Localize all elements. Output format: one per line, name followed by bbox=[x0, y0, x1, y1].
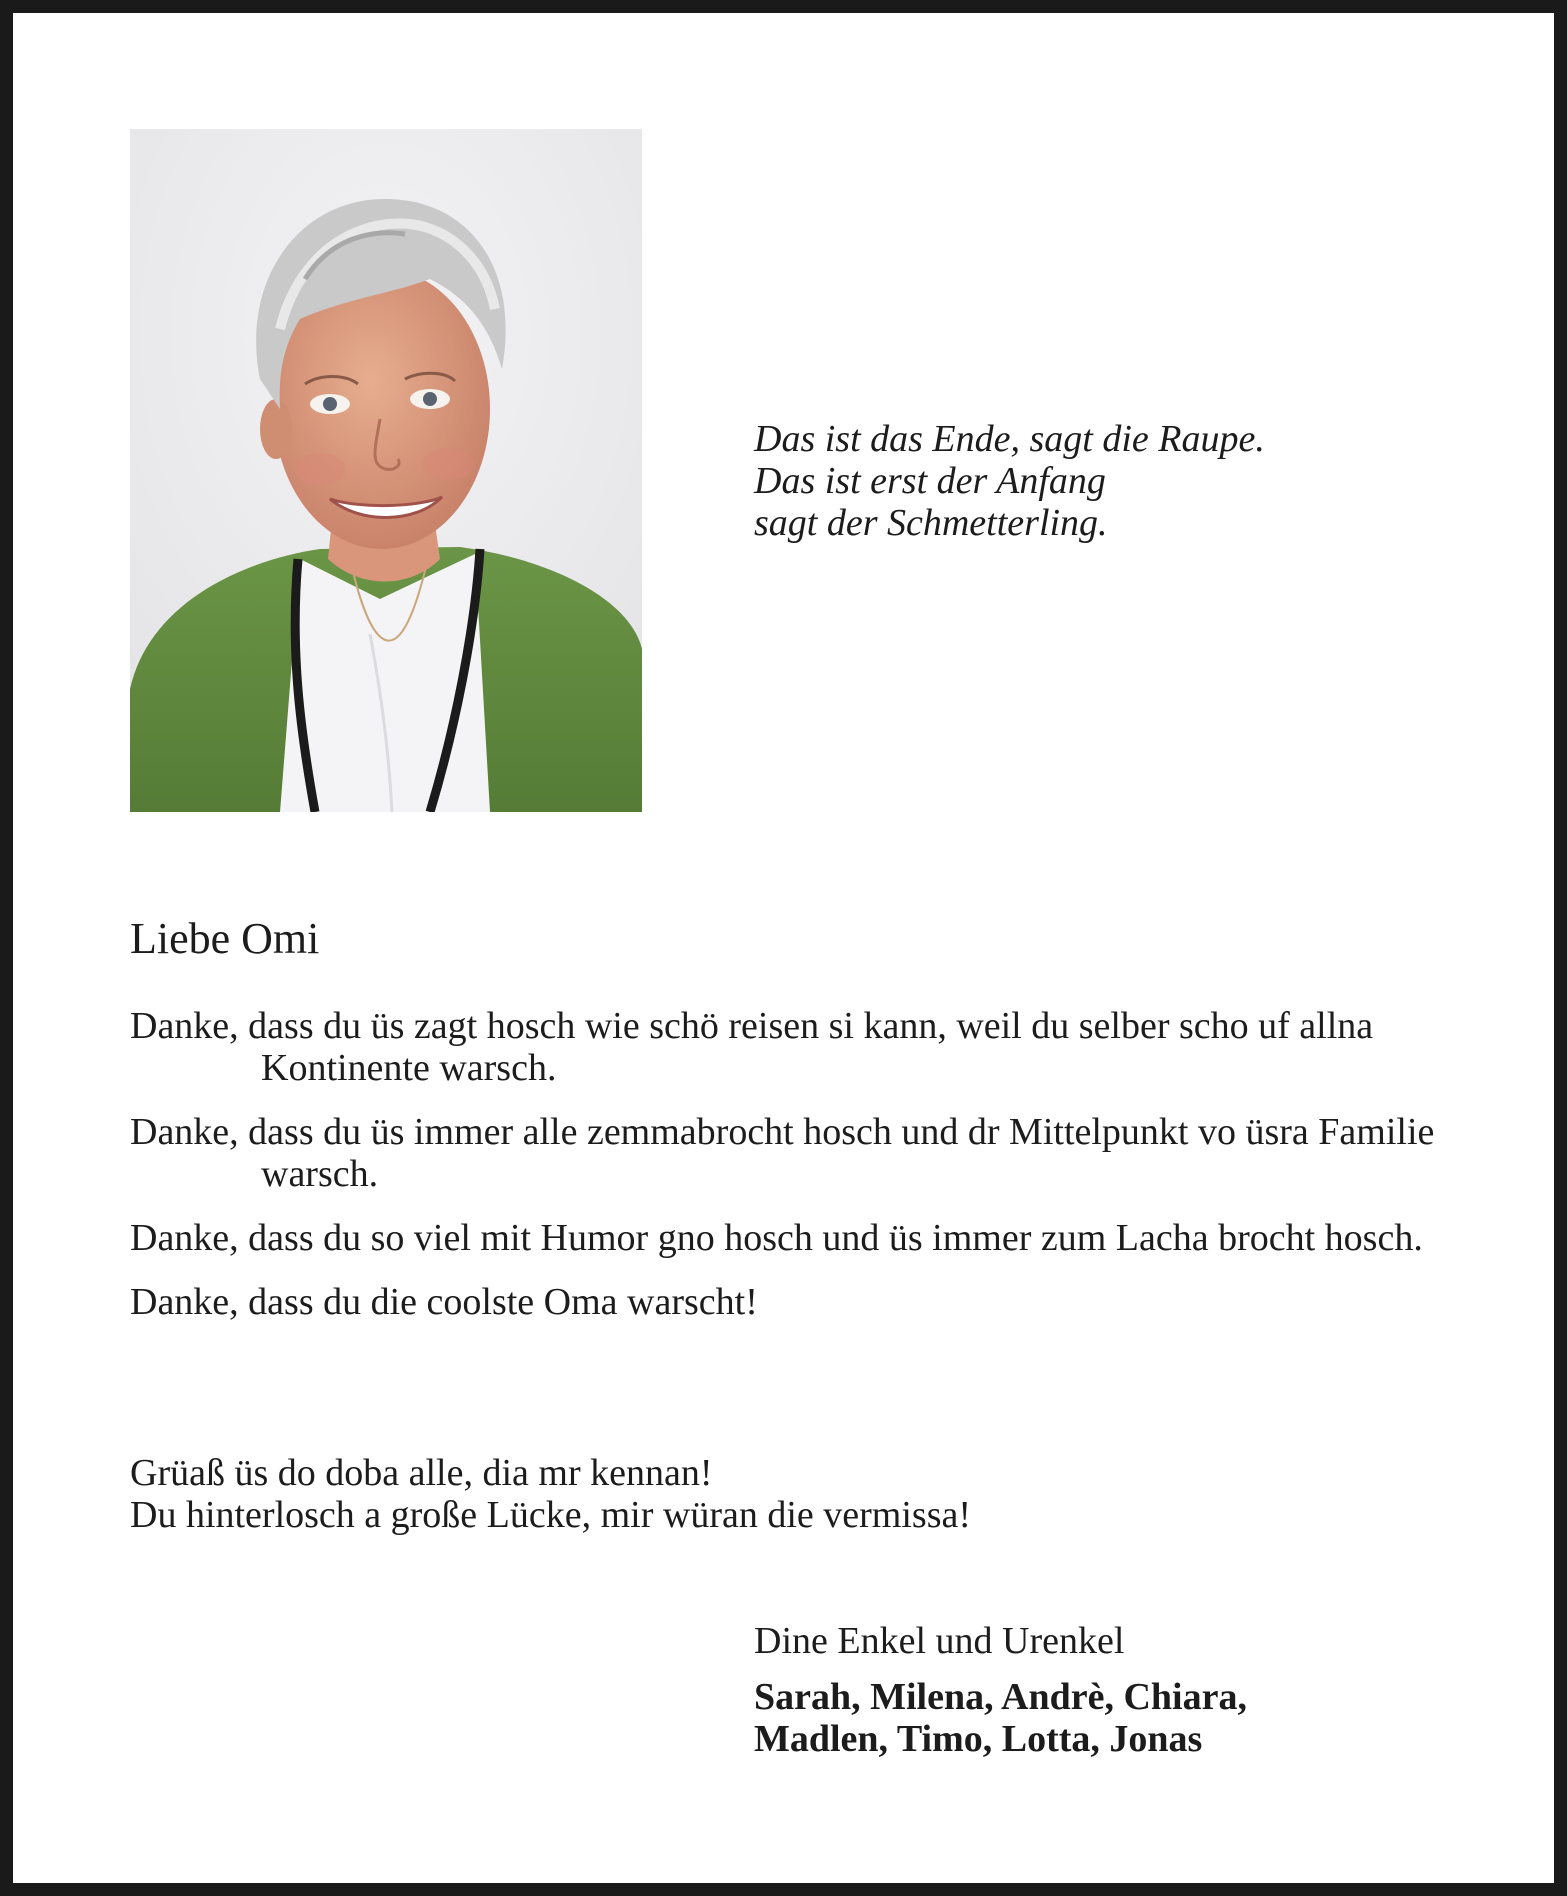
farewell-line: Grüaß üs do doba alle, dia mr kennan! bbox=[130, 1452, 713, 1494]
thank-item: Danke, dass du üs immer alle zemmabrocht hosch und dr Mittelpunkt vo üsra Familie warsch. bbox=[130, 1111, 1435, 1195]
portrait-photo bbox=[130, 129, 642, 812]
quote-block bbox=[754, 418, 1265, 544]
thank-item: Danke, dass du so viel mit Humor gno hosch und üs immer zum Lacha brocht hosch. bbox=[130, 1217, 1423, 1259]
names-line: Madlen, Timo, Lotta, Jonas bbox=[754, 1718, 1203, 1760]
quote-line: Das ist erst der Anfang bbox=[754, 460, 1106, 502]
signature-names bbox=[754, 1676, 1247, 1760]
thanks-list bbox=[130, 1005, 1450, 1345]
portrait-illustration bbox=[130, 129, 642, 812]
thank-item: Danke, dass du die coolste Oma warscht! bbox=[130, 1281, 758, 1323]
farewell-block bbox=[130, 1452, 971, 1536]
thank-item: Danke, dass du üs zagt hosch wie schö reisen si kann, weil du selber scho uf allna Kontinente warsch. bbox=[130, 1005, 1374, 1089]
signature-block bbox=[754, 1620, 1247, 1760]
farewell-line: Du hinterlosch a große Lücke, mir würan die vermissa! bbox=[130, 1494, 972, 1536]
names-line: Sarah, Milena, Andrè, Chiara, bbox=[754, 1676, 1247, 1718]
signature-intro: Dine Enkel und Urenkel bbox=[754, 1620, 1125, 1662]
quote-line: sagt der Schmetterling. bbox=[754, 502, 1108, 544]
salutation: Liebe Omi bbox=[130, 914, 320, 963]
quote-line: Das ist das Ende, sagt die Raupe. bbox=[754, 418, 1265, 460]
